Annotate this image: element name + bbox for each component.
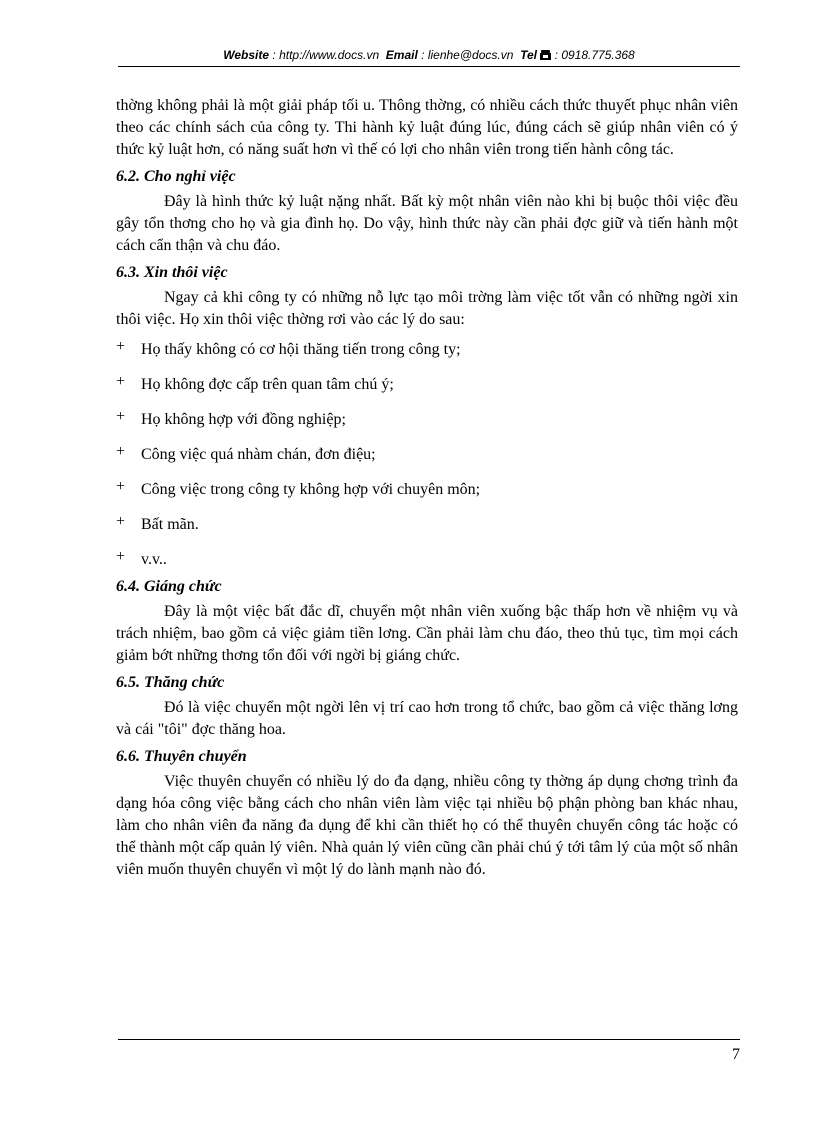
heading-6-6: 6.6. Thuyên chuyển [116, 748, 247, 765]
list-item-text: Họ không hợp với đồng nghiệp; [141, 411, 346, 428]
plus-icon: + [116, 373, 126, 390]
heading-6-2: 6.2. Cho nghỉ việc [116, 168, 236, 185]
header-divider [118, 66, 740, 67]
page-header [118, 47, 740, 64]
plus-icon: + [116, 408, 126, 425]
plus-icon: + [116, 513, 126, 530]
heading-6-5: 6.5. Thăng chức [116, 674, 225, 691]
list-item-text: Công việc trong công ty không hợp với chuyên môn; [141, 481, 481, 498]
list-item-text: v.v.. [141, 551, 167, 568]
page-number: 7 [732, 1046, 740, 1063]
page-content [116, 95, 738, 881]
list-item-text: Công việc quá nhàm chán, đơn điệu; [141, 446, 376, 463]
paragraph-6-6: Việc thuyên chuyển có nhiều lý do đa dạng, nhiều công ty thờng áp dụng chơng trình đa dạng hóa công việc bằng cách cho nhân viên làm việc tại nhiều bộ phận phòng ban khác nhau, làm cho nhân viên đa năng đa dụng để khi cần thiết họ có thể thuyên chuyển công tác hoặc có thể thành một cấp quản lý viên. Nhà quản lý viên cũng cần phải chú ý tới tâm lý của một số nhân viên muốn thuyên chuyển vì một lý do lành mạnh nào đó. [116, 773, 738, 878]
email-value: : lienhe@docs.vn [421, 48, 514, 62]
list-item [116, 444, 738, 466]
list-item-text: Họ thấy không có cơ hội thăng tiến trong công ty; [141, 341, 461, 358]
plus-icon: + [116, 478, 126, 495]
list-item-text: Họ không đợc cấp trên quan tâm chú ý; [141, 376, 394, 393]
paragraph-6-4: Đây là một việc bất đắc dĩ, chuyển một nhân viên xuống bậc thấp hơn về nhiệm vụ và trách nhiệm, bao gồm cả việc giảm tiền lơng. Cần phải làm chu đáo, theo thủ tục, tìm mọi cách giảm bớt những thơng tổn đối với ngời bị giáng chức. [116, 603, 738, 664]
plus-icon: + [116, 338, 126, 355]
list-item [116, 374, 738, 396]
list-item [116, 479, 738, 501]
list-item [116, 514, 738, 536]
paragraph-6-2: Đây là hình thức kỷ luật nặng nhất. Bất kỳ một nhân viên nào khi bị buộc thôi việc đều gây tổn thơng cho họ và gia đình họ. Do vậy, hình thức này cần phải đợc giữ và tiến hành một cách cẩn thận và chu đáo. [116, 193, 738, 254]
intro-paragraph: thờng không phải là một giải pháp tối u. Thông thờng, có nhiều cách thức thuyết phục nhân viên theo các chính sách của công ty. Thi hành kỷ luật đúng lúc, đúng cách sẽ giúp nhân viên có ý thức kỷ luật hơn, có năng suất hơn vì thế có lợi cho nhân viên trong tiến hành công tác. [116, 97, 738, 158]
footer-divider [118, 1039, 740, 1040]
list-item [116, 339, 738, 361]
reasons-list [116, 339, 738, 571]
website-label: Website [223, 48, 270, 62]
plus-icon: + [116, 443, 126, 460]
website-value: : http://www.docs.vn [272, 48, 380, 62]
tel-label: Tel [520, 48, 537, 62]
heading-6-4: 6.4. Giáng chức [116, 578, 222, 595]
plus-icon: + [116, 548, 126, 565]
phone-icon [540, 48, 551, 64]
list-item [116, 549, 738, 571]
email-label: Email [385, 48, 418, 62]
list-item [116, 409, 738, 431]
list-item-text: Bất mãn. [141, 516, 199, 533]
paragraph-6-3: Ngay cả khi công ty có những nỗ lực tạo môi trờng làm việc tốt vẫn có những ngời xin thôi việc. Họ xin thôi việc thờng rơi vào các lý do sau: [116, 289, 738, 328]
heading-6-3: 6.3. Xin thôi việc [116, 264, 228, 281]
tel-value: : 0918.775.368 [554, 48, 635, 62]
paragraph-6-5: Đó là việc chuyển một ngời lên vị trí cao hơn trong tổ chức, bao gồm cả việc thăng lơng và cái "tôi" đợc thăng hoa. [116, 699, 738, 738]
